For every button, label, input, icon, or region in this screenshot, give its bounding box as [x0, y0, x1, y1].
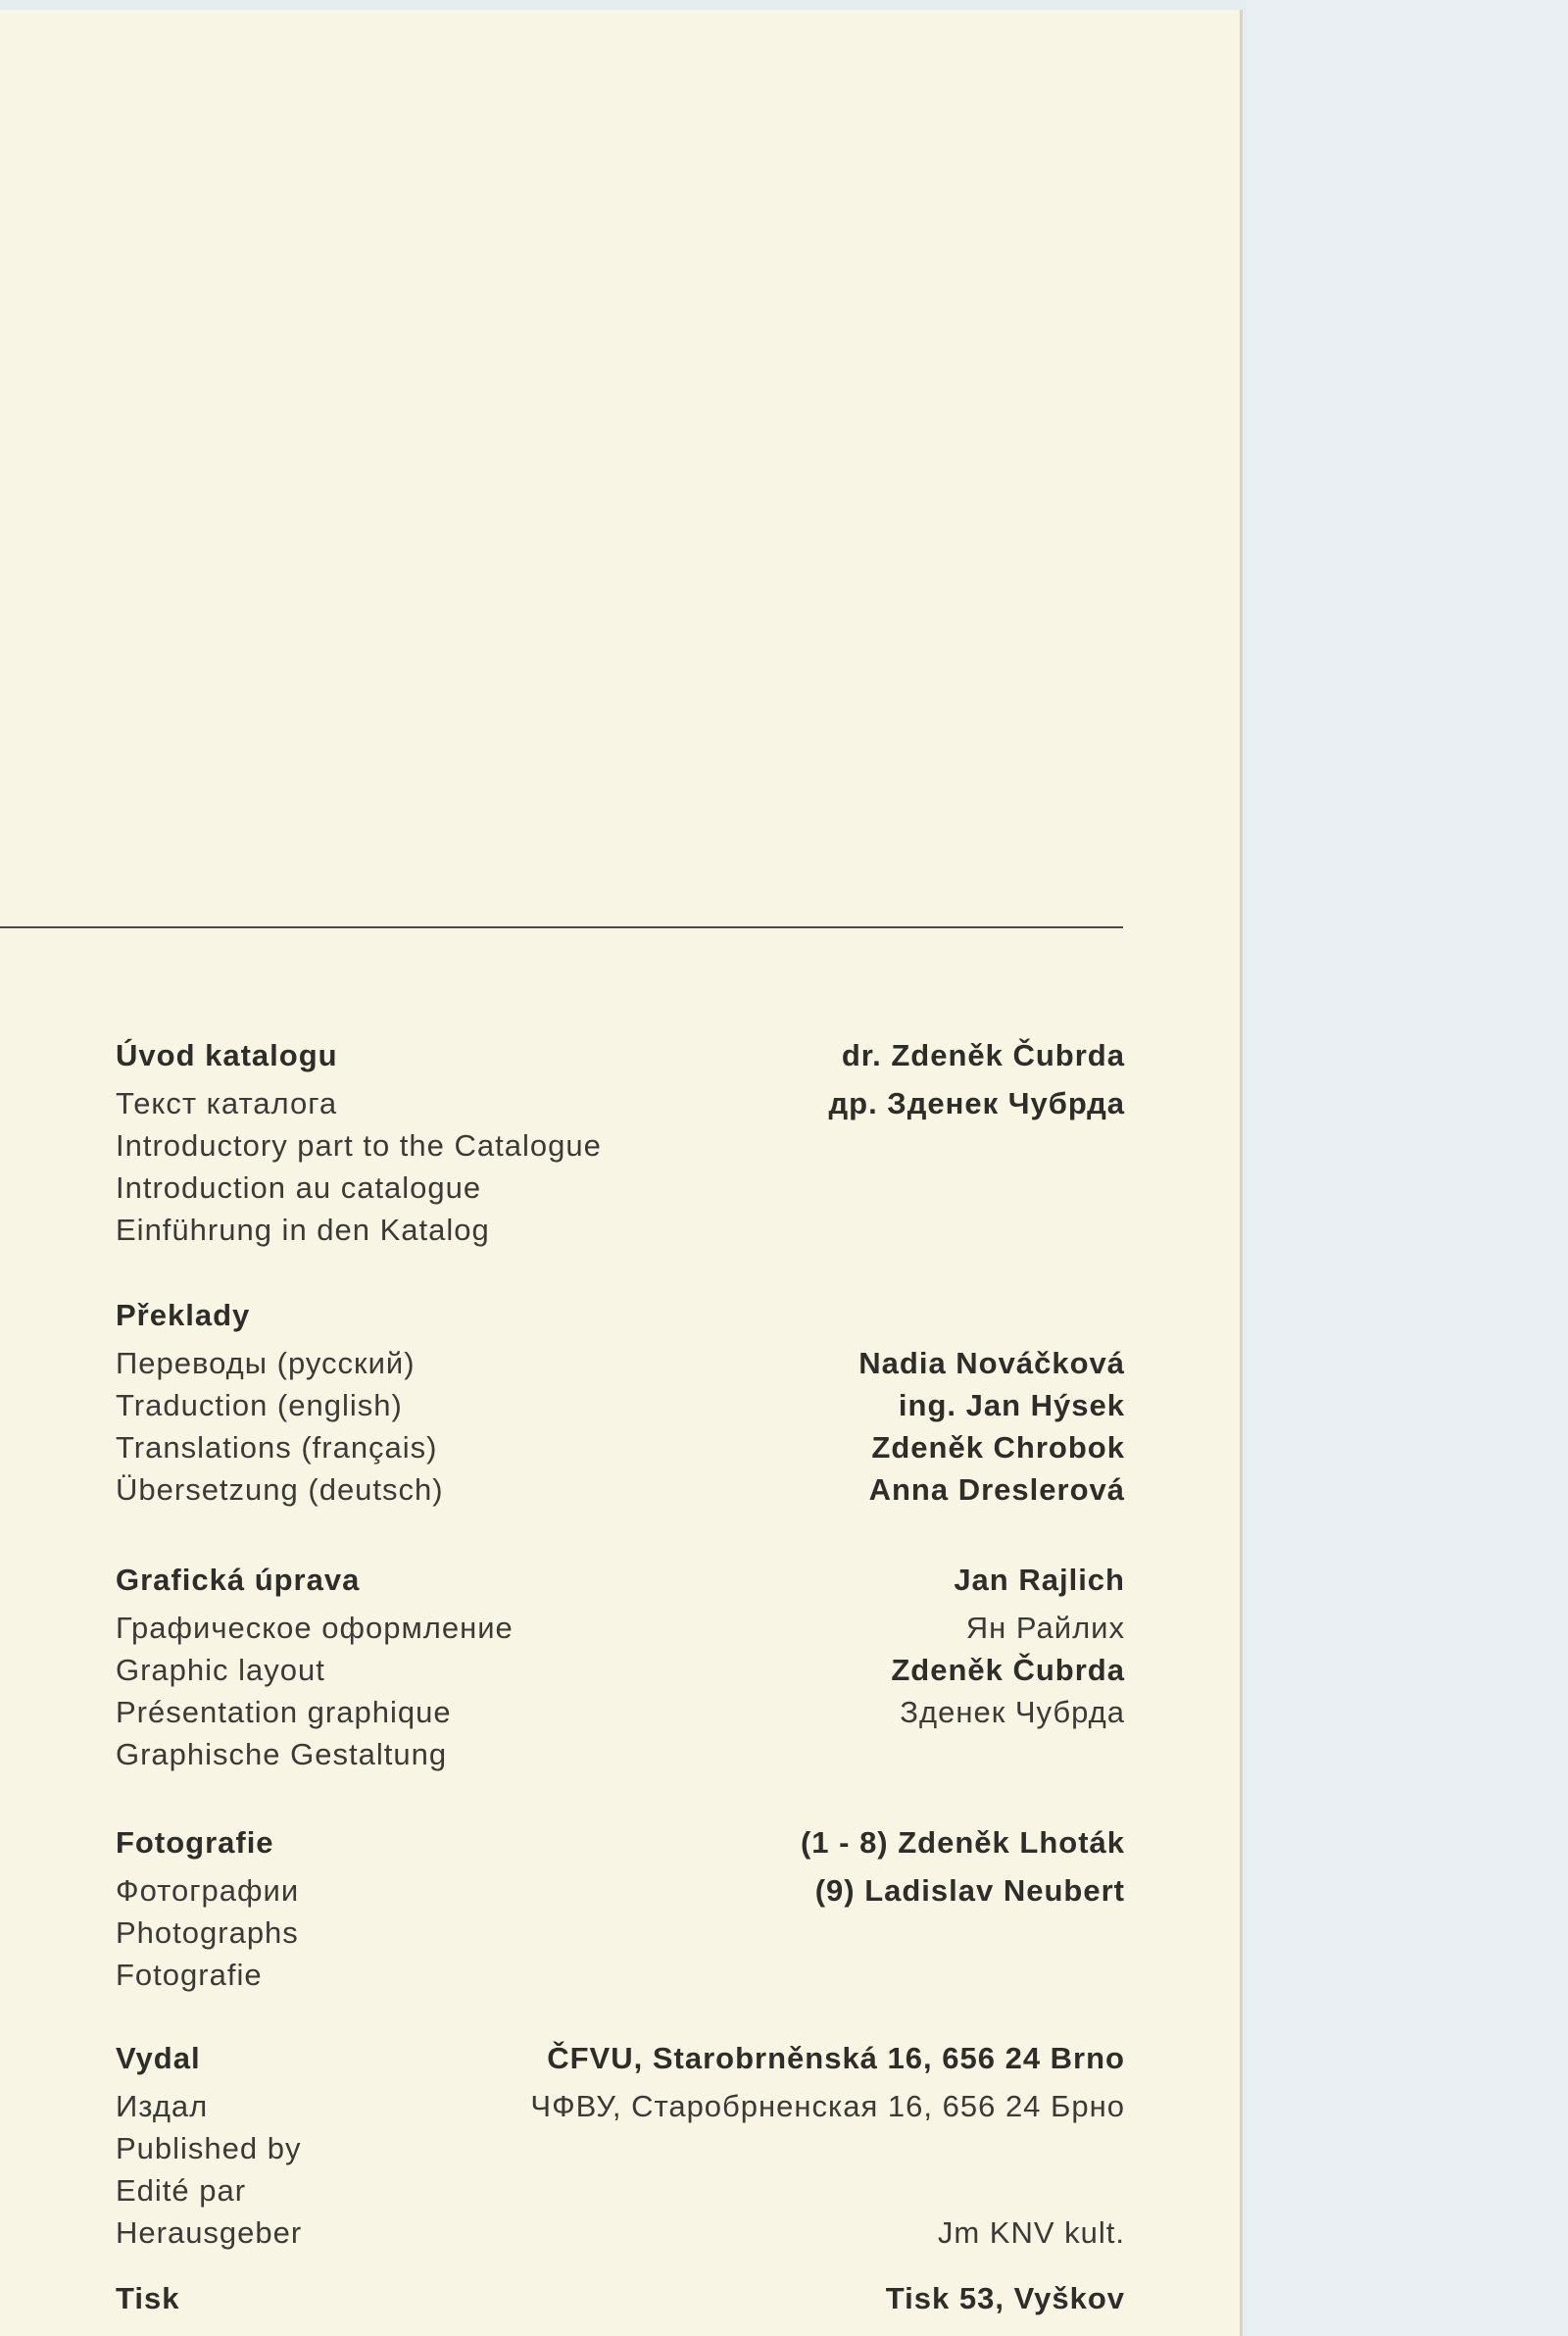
- translations-label-french: Translations (français): [116, 1430, 438, 1465]
- graphic-layout-section: [116, 1554, 1125, 1789]
- printer-name: Tisk 53, Vyškov: [885, 2281, 1125, 2315]
- printing-credit: [576, 2272, 1125, 2325]
- translator-russian: Nadia Nováčková: [858, 1346, 1125, 1380]
- graphic-layout-label-german: Graphische Gestaltung: [116, 1737, 448, 1771]
- publisher-label-german: Herausgeber: [116, 2215, 303, 2250]
- photographer-two: (9) Ladislav Neubert: [814, 1873, 1125, 1908]
- intro-credits: [576, 1029, 1125, 1124]
- photographs-credits: [576, 1816, 1125, 1912]
- photographs-heading: Fotografie: [116, 1825, 274, 1860]
- intro-label-german: Einführung in den Katalog: [116, 1213, 490, 1247]
- photographer-one: (1 - 8) Zdeněk Lhoták: [800, 1825, 1125, 1860]
- graphic-layout-label-english: Graphic layout: [116, 1653, 325, 1687]
- designer-latin: Jan Rajlich: [954, 1563, 1125, 1597]
- publisher-label-english: Published by: [116, 2131, 302, 2165]
- designer-cyrillic: Ян Райлих: [965, 1611, 1125, 1645]
- photographs-label-german: Fotografie: [116, 1958, 263, 1992]
- publisher-section: [116, 2032, 1125, 2316]
- horizontal-divider: [0, 926, 1123, 928]
- translator-english: ing. Jan Hýsek: [898, 1388, 1125, 1422]
- publisher-address-cyrillic: ЧФВУ, Старобрненская 16, 656 24 Брно: [530, 2089, 1125, 2123]
- publisher-credits: [380, 2032, 1125, 2254]
- publisher-heading: Vydal: [116, 2041, 201, 2075]
- translations-credits: [576, 1289, 1125, 1511]
- intro-label-english: Introductory part to the Catalogue: [116, 1128, 602, 1163]
- translator-french: Zdeněk Chrobok: [871, 1430, 1125, 1465]
- intro-author-cyrillic: др. Зденек Чубрда: [828, 1086, 1125, 1120]
- catalogue-colophon-page: [0, 10, 1243, 2336]
- intro-heading: Úvod katalogu: [116, 1038, 338, 1072]
- graphic-layout-label-french: Présentation graphique: [116, 1695, 452, 1729]
- intro-label-french: Introduction au catalogue: [116, 1170, 482, 1205]
- graphic-layout-heading: Grafická úprava: [116, 1563, 361, 1597]
- intro-label-russian: Текст каталога: [116, 1086, 338, 1120]
- graphic-layout-label-russian: Графическое оформление: [116, 1611, 514, 1645]
- designer-second-latin: Zdeněk Čubrda: [891, 1653, 1125, 1687]
- translator-german: Anna Dreslerová: [868, 1472, 1125, 1507]
- printing-permit: Jm KNV kult.: [937, 2215, 1125, 2250]
- photographs-label-russian: Фотографии: [116, 1873, 300, 1908]
- publisher-label-russian: Издал: [116, 2089, 209, 2123]
- photographs-section: [116, 1816, 1125, 2003]
- translations-label-english: Traduction (english): [116, 1388, 403, 1422]
- translations-section: [116, 1289, 1125, 1529]
- translations-spacer: [576, 1289, 1125, 1342]
- translations-heading: Překlady: [116, 1298, 251, 1332]
- printing-heading: Tisk: [116, 2281, 180, 2315]
- publisher-address-latin: ČFVU, Starobrněnská 16, 656 24 Brno: [547, 2041, 1125, 2075]
- publisher-spacer: [380, 2127, 1125, 2169]
- translations-label-german: Übersetzung (deutsch): [116, 1472, 444, 1507]
- designer-second-cyrillic: Зденек Чубрда: [900, 1695, 1125, 1729]
- graphic-layout-credits: [576, 1554, 1125, 1733]
- scan-background-margin: [1247, 0, 1568, 2336]
- publisher-label-french: Edité par: [116, 2173, 247, 2208]
- photographs-label-english: Photographs: [116, 1915, 299, 1950]
- publisher-spacer-two: [380, 2169, 1125, 2212]
- translations-label-russian: Переводы (русский): [116, 1346, 416, 1380]
- intro-section: [116, 1029, 1125, 1260]
- intro-author-latin: dr. Zdeněk Čubrda: [841, 1038, 1125, 1072]
